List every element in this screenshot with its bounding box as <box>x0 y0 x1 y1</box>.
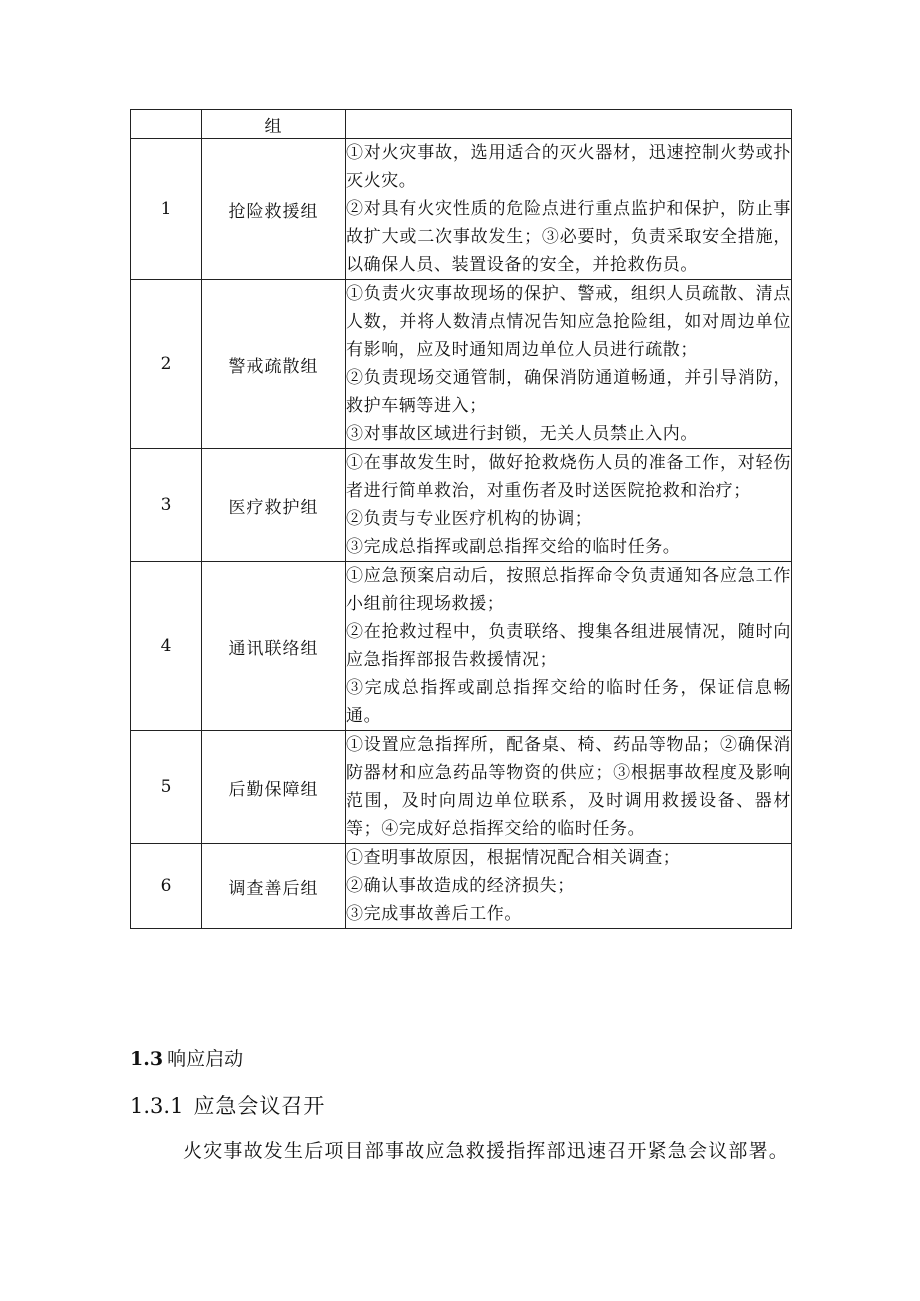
team-duty-cell <box>346 449 792 562</box>
duty-item: ③完成总指挥或副总指挥交给的临时任务，保证信息畅通。 <box>346 678 791 726</box>
table-row <box>131 280 792 449</box>
subsection-title: 应急会议召开 <box>193 1094 326 1118</box>
team-duty-cell <box>346 562 792 731</box>
team-duty-cell <box>346 731 792 844</box>
team-duty-cell <box>346 280 792 449</box>
table-row <box>131 139 792 280</box>
continuation-name-cell: 组 <box>202 110 346 139</box>
table-row-continuation <box>131 110 792 139</box>
duty-item: ②确认事故造成的经济损失； <box>346 876 575 896</box>
row-number-cell: 5 <box>131 731 202 844</box>
duty-item: ①负责火灾事故现场的保护、警戒，组织人员疏散、清点人数，并将人数清点情况告知应急抢险组，如对周边单位有影响，应及时通知周边单位人员进行疏散； <box>346 284 791 360</box>
row-number-cell: 6 <box>131 844 202 929</box>
table-row <box>131 562 792 731</box>
duty-item: ③完成总指挥或副总指挥交给的临时任务。 <box>346 537 681 557</box>
table-row <box>131 844 792 929</box>
table-row <box>131 731 792 844</box>
team-name-cell: 医疗救护组 <box>202 449 346 562</box>
section-heading <box>130 1044 243 1071</box>
duty-item: ②对具有火灾性质的危险点进行重点监护和保护，防止事故扩大或二次事故发生；③必要时，负责采取安全措施，以确保人员、装置设备的安全，并抢救伤员。 <box>346 199 791 275</box>
team-duty-cell <box>346 139 792 280</box>
response-team-table <box>130 109 792 929</box>
duty-item: ③完成事故善后工作。 <box>346 904 522 924</box>
team-duty-cell <box>346 844 792 929</box>
duty-item: ②负责现场交通管制，确保消防通道畅通，并引导消防，救护车辆等进入； <box>346 368 791 416</box>
row-number-cell: 4 <box>131 562 202 731</box>
duty-item: ③对事故区域进行封锁，无关人员禁止入内。 <box>346 424 698 444</box>
subsection-heading <box>130 1090 325 1120</box>
row-number-cell: 1 <box>131 139 202 280</box>
duty-item: ①查明事故原因，根据情况配合相关调查； <box>346 848 681 868</box>
row-number-cell: 3 <box>131 449 202 562</box>
duty-item: ②在抢救过程中，负责联络、搜集各组进展情况，随时向应急指挥部报告救援情况； <box>346 622 791 670</box>
row-number-cell: 2 <box>131 280 202 449</box>
section-number: 1.3 <box>130 1048 164 1070</box>
team-name-cell: 后勤保障组 <box>202 731 346 844</box>
continuation-duty-cell <box>346 110 792 139</box>
subsection-number: 1.3.1 <box>130 1094 184 1118</box>
body-paragraph: 火灾事故发生后项目部事故应急救援指挥部迅速召开紧急会议部署。 <box>183 1140 790 1162</box>
duty-item: ①设置应急指挥所，配备桌、椅、药品等物品；②确保消防器材和应急药品等物资的供应；③根据事故程度及影响范围，及时向周边单位联系，及时调用救援设备、器材等；④完成好总指挥交给的临时任务。 <box>346 735 791 839</box>
duty-item: ①应急预案启动后，按照总指挥命令负责通知各应急工作小组前往现场救援； <box>346 566 791 614</box>
team-name-cell: 通讯联络组 <box>202 562 346 731</box>
section-title: 响应启动 <box>167 1048 244 1070</box>
team-name-cell: 调查善后组 <box>202 844 346 929</box>
duty-item: ②负责与专业医疗机构的协调； <box>346 509 593 529</box>
duty-item: ①对火灾事故，选用适合的灭火器材，迅速控制火势或扑灭火灾。 <box>346 143 791 191</box>
duty-item: ①在事故发生时，做好抢救烧伤人员的准备工作，对轻伤者进行简单救治，对重伤者及时送医院抢救和治疗； <box>346 453 791 501</box>
continuation-no-cell <box>131 110 202 139</box>
table-row <box>131 449 792 562</box>
team-name-cell: 警戒疏散组 <box>202 280 346 449</box>
team-name-cell: 抢险救援组 <box>202 139 346 280</box>
